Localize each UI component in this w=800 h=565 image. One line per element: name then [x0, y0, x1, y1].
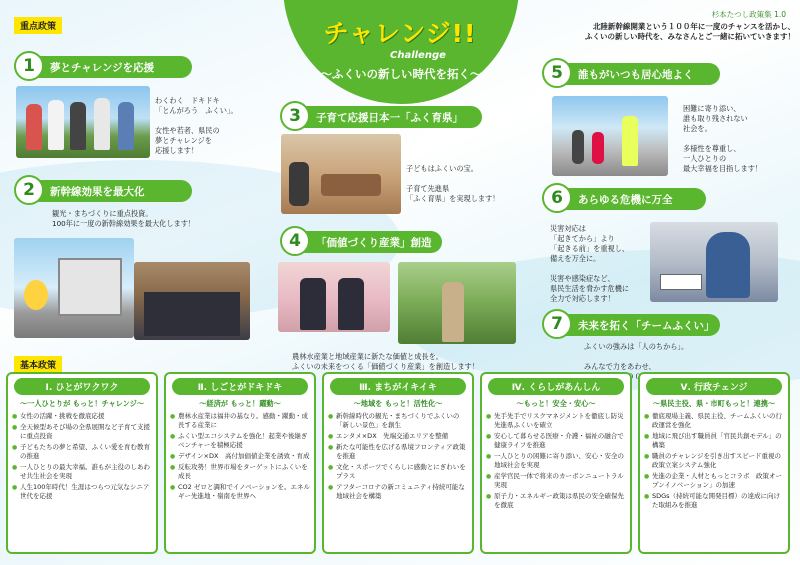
- list-item: ● 文化・スポーツでくらしに感動とにぎわいをプラス: [328, 463, 470, 481]
- column-heading: Ⅲ. まちがイキイキ: [330, 378, 466, 395]
- policy-2-photo-a: [14, 238, 134, 338]
- policy-title: 新幹線効果を最大化: [50, 185, 145, 198]
- basic-column-1: [6, 372, 158, 554]
- policy-title: 夢とチャレンジを応援: [50, 61, 155, 74]
- policy-number: 6: [542, 183, 572, 213]
- policy-4-photo-a: [278, 262, 390, 332]
- list-item: ● アフターコロナの新コミュニティ持続可能な地域社会を構築: [328, 483, 470, 501]
- policy-number: 5: [542, 58, 572, 88]
- policy-number: 3: [280, 101, 310, 131]
- list-item: ● 職員のチャレンジを引き出すスピード重視の政策立案システム強化: [644, 452, 786, 470]
- hero-title-en: Challenge: [390, 50, 446, 61]
- policy-3-photo: [281, 134, 401, 214]
- intro-text: 北陸新幹線開業という１００年に一度のチャンスを活かし、 ふくいの新しい時代を、みなさんとご一緒に拓いていきます！: [585, 22, 795, 41]
- policy-title: 子育て応援日本一「ふく育県」: [316, 111, 463, 124]
- list-item: ● 新幹線時代の観光・まちづくりでふくいの「新しい景色」を創生: [328, 412, 470, 430]
- policy-title: 誰もがいつも居心地よく: [578, 68, 694, 81]
- column-heading: Ⅰ. ひとがワクワク: [14, 378, 150, 395]
- column-list: [644, 412, 786, 512]
- column-list: [170, 412, 312, 503]
- list-item: ● デザイン×DX 高付加価値企業を誘致・育成: [170, 452, 312, 461]
- list-item: ● 全天候型あそび場の全県展開など子育て支援に重点投資: [12, 423, 154, 441]
- list-item: ● 地域に飛び出す職員員「官民共創モデル」の構築: [644, 432, 786, 450]
- list-item: ● CO2 ゼロと調和でイノベーションを。エネルギー先進地・嶺南を世界へ: [170, 483, 312, 501]
- list-item: ● 新たな可能性を広げる県境フロンティア政策を推進: [328, 443, 470, 461]
- list-item: ● 先手先手でリスクマネジメントを徹底し防災先進県ふくいを確立: [486, 412, 628, 430]
- policy-4-text: 農林水産業と地域産業に新たな価値と成長を。 ふくいの未来をつくる「価値づくり産業」を創造します！: [292, 352, 479, 371]
- basic-column-3: [322, 372, 474, 554]
- basic-column-5: [638, 372, 790, 554]
- hero-title: チャレンジ!!: [323, 19, 477, 48]
- list-item: ● 子どもたちの夢と希望、ふくい愛を育む教育の推進: [12, 443, 154, 461]
- policy-4-photo-b: [398, 262, 516, 344]
- policy-6-photo: [650, 222, 778, 302]
- basic-tag: 基本政策: [14, 356, 62, 373]
- policy-number: 1: [14, 51, 44, 81]
- policy-title: 「価値づくり産業」創造: [316, 236, 432, 249]
- column-heading: Ⅳ. くらしがあんしん: [488, 378, 624, 395]
- column-subheading: 〜地域を もっと！活性化〜: [353, 399, 443, 408]
- list-item: ● ふくい型エコシステムを強化！起業や後継ぎベンチャーを積極応援: [170, 432, 312, 450]
- column-subheading: 〜一人ひとりが もっと！チャレンジ〜: [19, 399, 145, 408]
- list-item: ● 先進の企業・人材ともっとコラボ 政策オープンイノベーション」の加速: [644, 472, 786, 490]
- column-list: [486, 412, 628, 512]
- list-item: ● 徹底現場主義、県民主役、チームふくいの行政運営を強化: [644, 412, 786, 430]
- column-heading: Ⅴ. 行政チェンジ: [646, 378, 782, 395]
- policy-2-text: 観光・まちづくりに重点投資。 100年に一度の新幹線効果を最大化します！: [52, 209, 196, 228]
- list-item: ● 一人ひとりの最大幸福。誰もが主役のしあわせ共生社会を実現: [12, 463, 154, 481]
- priority-tag: 重点政策: [14, 17, 62, 34]
- policy-1-header: [16, 56, 192, 78]
- list-item: ● SDGs（持続可能な開発目標）の達成に向けた取組みを推進: [644, 492, 786, 510]
- column-subheading: 〜経済が もっと！躍動〜: [199, 399, 281, 408]
- policy-number: 4: [280, 226, 310, 256]
- policy-5-text: 困難に寄り添い、 誰も取り残されない 社会を。 多様性を尊重し、 一人ひとりの 最大幸福を目指します！: [683, 104, 763, 173]
- policy-2-header: [16, 180, 192, 202]
- list-item: ● 産学官民一体で将来のカーボンニュートラル実現: [486, 472, 628, 490]
- column-subheading: 〜県民主役、県・市町もっと！連携〜: [652, 399, 776, 408]
- policy-title: 未来を拓く「チームふくい」: [578, 319, 715, 332]
- policy-number: 7: [542, 309, 572, 339]
- policy-number: 2: [14, 175, 44, 205]
- list-item: ● 反転攻勢！世界市場をターゲットにふくいを成長: [170, 463, 312, 481]
- list-item: ● 人生100年時代！生涯はつらつ元気なシニア世代を応援: [12, 483, 154, 501]
- policy-1-text: わくわく ドキドキ 「とんがろう ふくい」。 女性や若者、県民の 夢とチャレンジを 応援します！: [155, 96, 238, 155]
- policy-3-text: 子どもはふくいの宝。 子育て先進県 「ふく育県」を実現します！: [406, 164, 500, 203]
- column-subheading: 〜もっと！安全・安心〜: [516, 399, 596, 408]
- policy-2-photo-b: [134, 262, 250, 340]
- list-item: ● 原子力・エネルギー政策は県民の安全確保先を徹底: [486, 492, 628, 510]
- policy-7-header: [544, 314, 720, 336]
- policy-5-header: [544, 63, 720, 85]
- basic-column-4: [480, 372, 632, 554]
- column-list: [12, 412, 154, 503]
- policy-7-text: ふくいの強みは「人のちから」。 みんなで力をあわせ、: [584, 342, 689, 371]
- list-item: ● 安心して暮らせる医療・介護・福祉の融合で健康ライフを推進: [486, 432, 628, 450]
- column-list: [328, 412, 470, 503]
- basic-column-2: [164, 372, 316, 554]
- policy-1-photo: [16, 86, 150, 158]
- list-item: ● 農林水産業は福井の基なり。感動・躍動・成長する産業に: [170, 412, 312, 430]
- policy-title: あらゆる危機に万全: [578, 193, 673, 206]
- column-heading: Ⅱ. しごとがドキドキ: [172, 378, 308, 395]
- list-item: ● 一人ひとりの困難に寄り添い、安心・安全の地域社会を実現: [486, 452, 628, 470]
- list-item: ● 女性の活躍・挑戦を徹底応援: [12, 412, 154, 421]
- policy-5-photo: [552, 96, 668, 176]
- policy-6-text: 災害対応は 「起きてから」より 「起きる前」を重視し、 備えを万全に。 災害や感染症など、 県民生活を脅かす危機に 全力で対応します！: [550, 224, 630, 303]
- series-label: 杉本たつし政策集 1.0: [711, 10, 786, 19]
- policy-6-header: [544, 188, 706, 210]
- policy-3-header: [282, 106, 482, 128]
- list-item: ● エンタメ×DX 先端交通エリアを整備: [328, 432, 470, 441]
- hero-subtitle: 〜ふくいの新しい時代を拓く〜: [320, 67, 482, 81]
- policy-4-header: [282, 231, 442, 253]
